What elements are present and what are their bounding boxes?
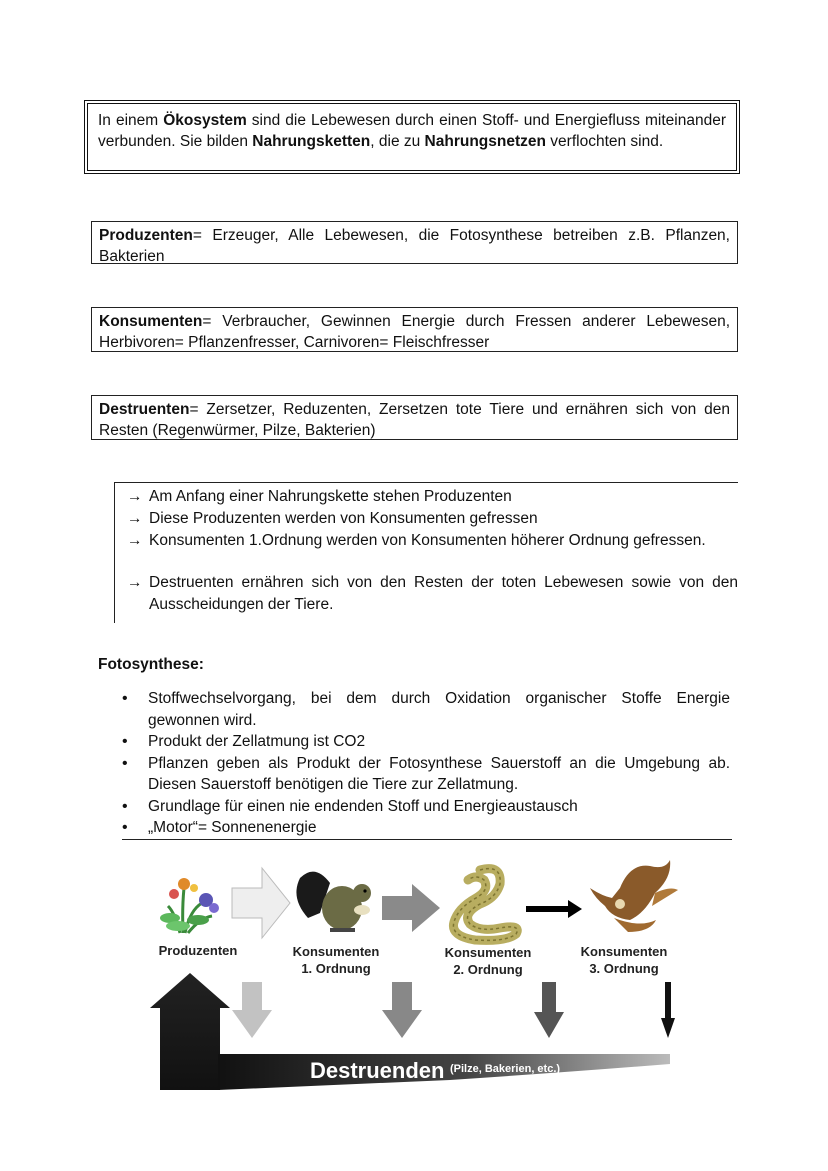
list-item: • „Motor“= Sonnenenergie <box>122 817 730 839</box>
definition-konsumenten <box>91 307 738 352</box>
plant-icon <box>160 878 219 933</box>
arrow-down-icon <box>232 982 272 1038</box>
arrow-right-icon: → <box>127 532 143 549</box>
list-item <box>127 530 738 552</box>
list-item-text: Destruenten ernähren sich von den Resten der toten Lebewesen sowie von den Ausscheidungen der Tiere. <box>149 574 738 613</box>
definition-destruenten <box>91 395 738 440</box>
arrow-right-icon <box>232 868 290 938</box>
arrow-right-icon <box>526 900 582 918</box>
consumers2-label: Konsumenten <box>444 945 532 960</box>
consumers1-order: 1. Ordnung <box>301 961 371 976</box>
list-item: • Grundlage für einen nie endenden Stoff und Energieaustausch <box>122 796 730 818</box>
list-item-text: Am Anfang einer Nahrungskette stehen Produzenten <box>149 488 512 505</box>
intro-text: sind die Lebewesen durch einen Stoff- und Energiefluss miteinander verbunden. Sie bilden <box>98 112 727 150</box>
definition-text: = Verbraucher, Gewinnen Energie durch Fressen anderer Lebewesen, Herbivoren= Pflanzenfresser, Carnivoren= Fleischfresser <box>99 313 730 351</box>
intro-text: , die zu <box>370 133 425 150</box>
arrow-right-icon <box>382 884 440 932</box>
list-item: • Pflanzen geben als Produkt der Fotosynthese Sauerstoff an die Umgebung ab. Diesen Sauerstoff benötigen die Tiere zur Zellatmung. <box>122 753 730 796</box>
consumers1-label: Konsumenten <box>292 944 380 959</box>
list-item <box>127 486 738 508</box>
definition-term: Konsumenten <box>99 313 203 330</box>
consumers3-label: Konsumenten <box>580 944 668 959</box>
arrow-down-icon <box>534 982 564 1038</box>
definition-term: Destruenten <box>99 401 190 418</box>
intro-text: In einem <box>98 112 164 129</box>
bullet-list <box>122 688 730 839</box>
arrow-list <box>114 482 738 623</box>
definition-term: Produzenten <box>99 227 193 244</box>
divider <box>122 839 732 840</box>
eagle-icon <box>590 860 678 932</box>
destruents-label: Destruenden <box>310 1058 445 1083</box>
list-item <box>127 508 738 530</box>
list-item <box>127 572 738 615</box>
consumers2-order: 2. Ordnung <box>453 962 523 977</box>
food-chain-diagram <box>150 858 680 1098</box>
definition-produzenten <box>91 221 738 264</box>
list-item-text: Diese Produzenten werden von Konsumenten gefressen <box>149 510 538 527</box>
arrow-right-icon: → <box>127 510 143 527</box>
list-item-text: Konsumenten 1.Ordnung werden von Konsumenten höherer Ordnung gefressen. <box>149 532 706 549</box>
squirrel-icon <box>296 872 371 930</box>
snake-icon <box>453 869 517 941</box>
destruents-sub-label: (Pilze, Bakerien, etc.) <box>450 1063 561 1075</box>
arrow-right-icon: → <box>127 488 143 505</box>
arrow-down-icon <box>382 982 422 1038</box>
intro-box <box>84 100 740 174</box>
consumers3-order: 3. Ordnung <box>589 961 659 976</box>
list-item: • Produkt der Zellatmung ist CO2 <box>122 731 730 753</box>
intro-text: verflochten sind. <box>545 133 664 150</box>
arrow-down-icon <box>661 982 675 1038</box>
list-item: • Stoffwechselvorgang, bei dem durch Oxidation organischer Stoffe Energie gewonnen wird. <box>122 688 730 731</box>
section-heading: Fotosynthese: <box>98 656 204 673</box>
definition-text: = Erzeuger, Alle Lebewesen, die Fotosynthese betreiben z.B. Pflanzen, Bakterien <box>99 227 730 265</box>
definition-text: = Zersetzer, Reduzenten, Zersetzen tote Tiere und ernähren sich von den Resten (Regenwürmer, Pilze, Bakterien) <box>99 401 730 439</box>
intro-bold-oekosystem: Ökosystem <box>163 112 247 129</box>
producers-label: Produzenten <box>158 943 238 958</box>
intro-bold-nahrungsnetzen: Nahrungsnetzen <box>424 133 546 150</box>
arrow-right-icon: → <box>127 574 143 591</box>
intro-bold-nahrungsketten: Nahrungsketten <box>252 133 371 150</box>
